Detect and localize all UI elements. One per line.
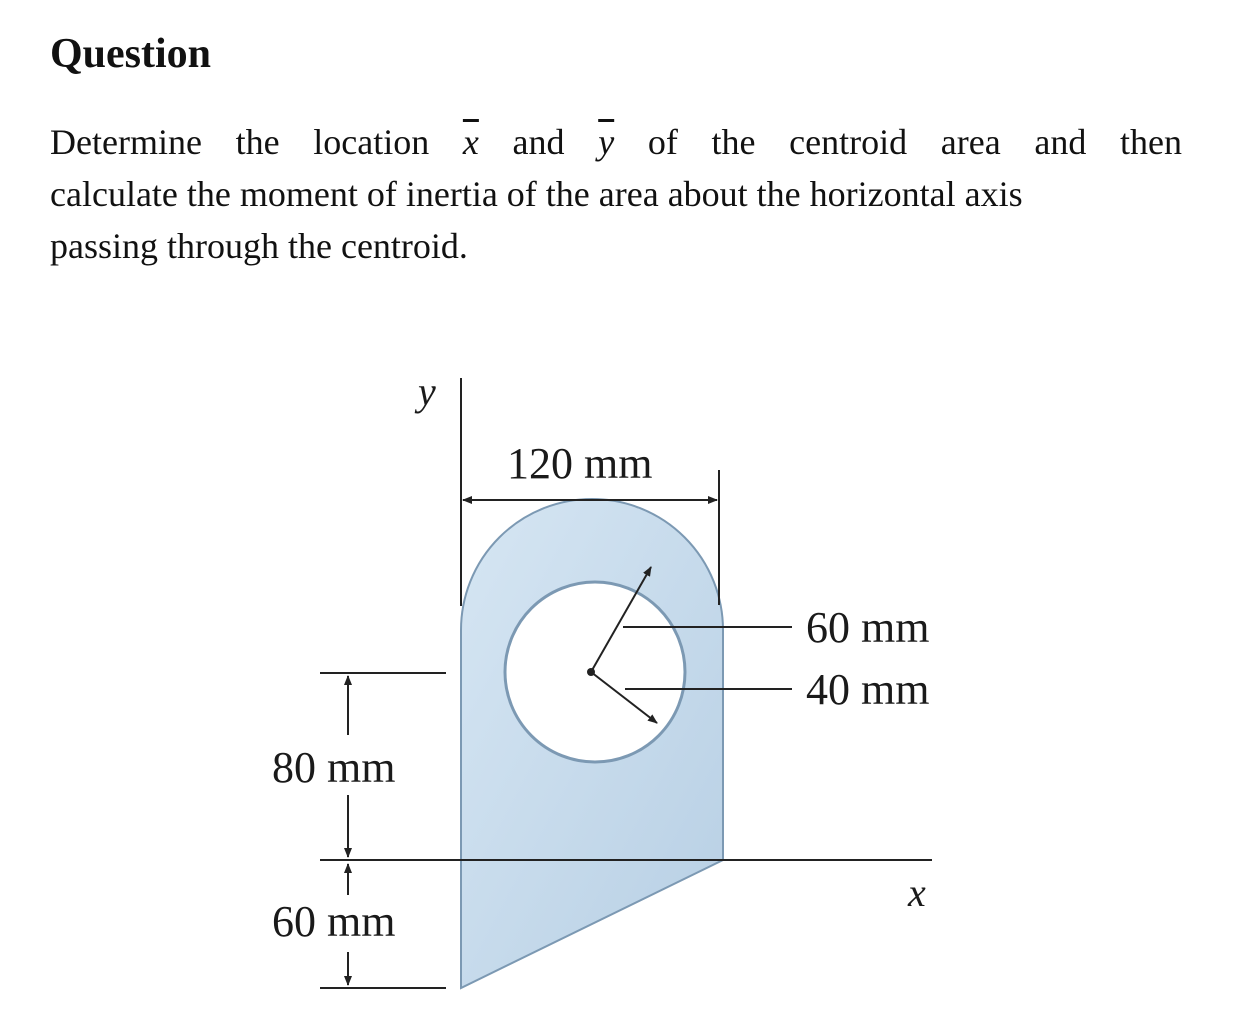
question-line-2: calculate the moment of inertia of the area about the horizontal axis xyxy=(50,174,1023,214)
y-axis-label: y xyxy=(418,369,436,414)
y-bar-symbol: $\overline{y}$ xyxy=(598,122,615,162)
question-line-1-start: Determine the location xyxy=(50,122,430,162)
lower-height-label: 60 mm xyxy=(272,897,396,946)
question-line-1-end: of the centroid area and then xyxy=(647,122,1183,162)
width-dimension-label: 120 mm xyxy=(507,439,653,488)
hole-radius-label: 40 mm xyxy=(806,665,930,714)
center-point xyxy=(587,668,595,676)
question-heading: Question xyxy=(50,31,212,77)
question-line-3: passing through the centroid. xyxy=(50,226,468,266)
x-axis-label: x xyxy=(908,870,926,915)
upper-height-label: 80 mm xyxy=(272,743,396,792)
x-bar-symbol: $\overline{x}$ xyxy=(462,122,479,162)
outer-radius-label: 60 mm xyxy=(806,603,930,652)
and-word: and xyxy=(512,122,565,162)
